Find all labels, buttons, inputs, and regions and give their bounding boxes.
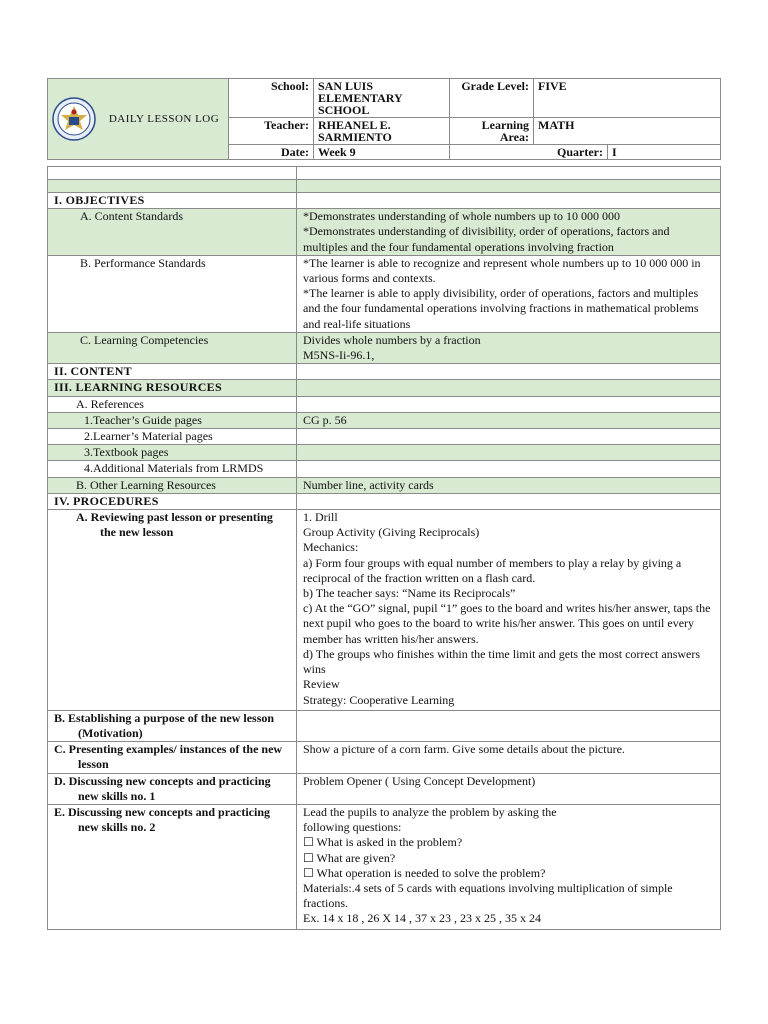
quarter-value: I [608,145,721,160]
proc-e-line: ☐ What is asked in the problem? [303,835,463,850]
tg-pages-label: 1.Teacher’s Guide pages [48,412,297,428]
blank-cell [297,429,721,445]
quarter-label: Quarter: [450,145,608,160]
additional-materials-text: 4.Additional Materials from LRMDS [84,461,264,476]
additional-materials-label [48,461,297,477]
other-resources-label: B. Other Learning Resources [48,477,297,493]
procedure-a-text: A. Reviewing past lesson or presenting the new lesson [76,510,273,540]
proc-e-line: following questions: [303,820,402,835]
proc-a-line: a) Form four groups with equal number of members to play a relay by giving a reciprocal of the fraction written on a flash card. [303,555,682,585]
procedure-d-value: Problem Opener ( Using Concept Development) [297,773,721,804]
blank-cell [297,193,721,209]
lesson-log-page [47,78,720,930]
performance-standard-1: *The learner is able to recognize and represent whole numbers up to 10 000 000 in various forms and contexts. [303,255,701,286]
school-value: SAN LUIS ELEMENTARY SCHOOL [314,79,450,118]
procedure-d-label [48,773,297,804]
date-value: Week 9 [314,145,450,160]
objectives-heading: I. OBJECTIVES [48,193,297,209]
competencies-value [297,332,721,363]
procedure-c-value: Show a picture of a corn farm. Give some details about the picture. [297,742,721,773]
blank-cell [297,710,721,741]
competencies-label: C. Learning Competencies [48,332,297,363]
content-standard-1: *Demonstrates understanding of whole numbers up to 10 000 000 [303,209,620,224]
proc-e-line: ☐ What are given? [303,850,396,865]
procedure-a-label [48,510,297,711]
procedure-e-value [297,804,721,929]
blank-cell [297,180,721,193]
procedure-c-label [48,742,297,773]
content-heading: II. CONTENT [48,364,297,380]
blank-cell [297,445,721,461]
proc-a-line: b) The teacher says: “Name its Reciprocals” [303,586,516,601]
grade-value: FIVE [534,79,721,118]
lesson-table [47,166,721,930]
proc-e-line: Lead the pupils to analyze the problem by asking the [303,804,557,819]
procedure-b-text: B. Establishing a purpose of the new lesson (Motivation) [54,710,275,740]
procedure-e-text: E. Discussing new concepts and practicing new skills no. 2 [54,804,271,835]
proc-a-line: Group Activity (Giving Reciprocals) [303,525,480,540]
blank-cell [297,493,721,509]
blank-cell [297,380,721,396]
lm-pages-label: 2.Learner’s Material pages [48,429,297,445]
competency-text: Divides whole numbers by a fraction [303,332,481,347]
performance-standard-2: *The learner is able to apply divisibility, order of operations, factors and multiples and the four fundamental operations involving fractions in mathematical problems and real-life situations [303,286,699,331]
proc-e-line: Ex. 14 x 18 , 26 X 14 , 37 x 23 , 23 x 25 , 35 x 24 [303,911,541,926]
proc-a-line: Review [303,677,340,692]
teacher-label: Teacher: [229,118,314,145]
proc-a-line: d) The groups who finishes within the time limit and gets the most correct answers wins [303,646,701,677]
proc-a-line: Mechanics: [303,540,359,555]
area-value: MATH [534,118,721,145]
school-label: School: [229,79,314,118]
grade-label: Grade Level: [450,79,534,118]
proc-a-line: 1. Drill [303,510,338,525]
logo-cell [48,79,229,160]
blank-cell [297,364,721,380]
blank-cell [48,167,297,180]
textbook-pages-label: 3.Textbook pages [48,445,297,461]
content-standards-value [297,209,721,256]
blank-cell [297,461,721,477]
blank-cell [48,180,297,193]
proc-a-line: Strategy: Cooperative Learning [303,692,455,707]
procedure-a-value [297,510,721,711]
performance-standards-label: B. Performance Standards [48,255,297,332]
procedures-heading: IV. PROCEDURES [48,493,297,509]
procedure-c-text: C. Presenting examples/ instances of the new lesson [54,742,283,772]
blank-cell [297,396,721,412]
proc-a-line: c) At the “GO” signal, pupil “1” goes to the board and writes his/her answer, taps the next pupil who goes to the board to write his/her answer. This goes on until every member has written his/her answers. [303,601,711,646]
tg-pages-value: CG p. 56 [297,412,721,428]
procedure-e-label [48,804,297,929]
other-resources-value: Number line, activity cards [297,477,721,493]
competency-code: M5NS-Ii-96.1, [303,348,375,363]
resources-heading: III. LEARNING RESOURCES [48,380,297,396]
doc-title: DAILY LESSON LOG [108,113,220,125]
procedure-d-text: D. Discussing new concepts and practicing new skills no. 1 [54,773,271,803]
proc-e-line: Materials:.4 sets of 5 cards with equations involving multiplication of simple fractions. [303,880,673,911]
deped-seal-icon [52,97,96,141]
date-label: Date: [229,145,314,160]
proc-e-line: ☐ What operation is needed to solve the problem? [303,865,546,880]
content-standard-2: *Demonstrates understanding of divisibility, order of operations, factors and multiples and the four fundamental operations involving fraction [303,224,670,254]
content-standards-label: A. Content Standards [48,209,297,256]
teacher-value: RHEANEL E. SARMIENTO [314,118,450,145]
header-table [47,78,721,160]
area-label: Learning Area: [450,118,534,145]
blank-cell [297,167,721,180]
performance-standards-value [297,255,721,332]
references-label: A. References [48,396,297,412]
procedure-b-label [48,710,297,741]
